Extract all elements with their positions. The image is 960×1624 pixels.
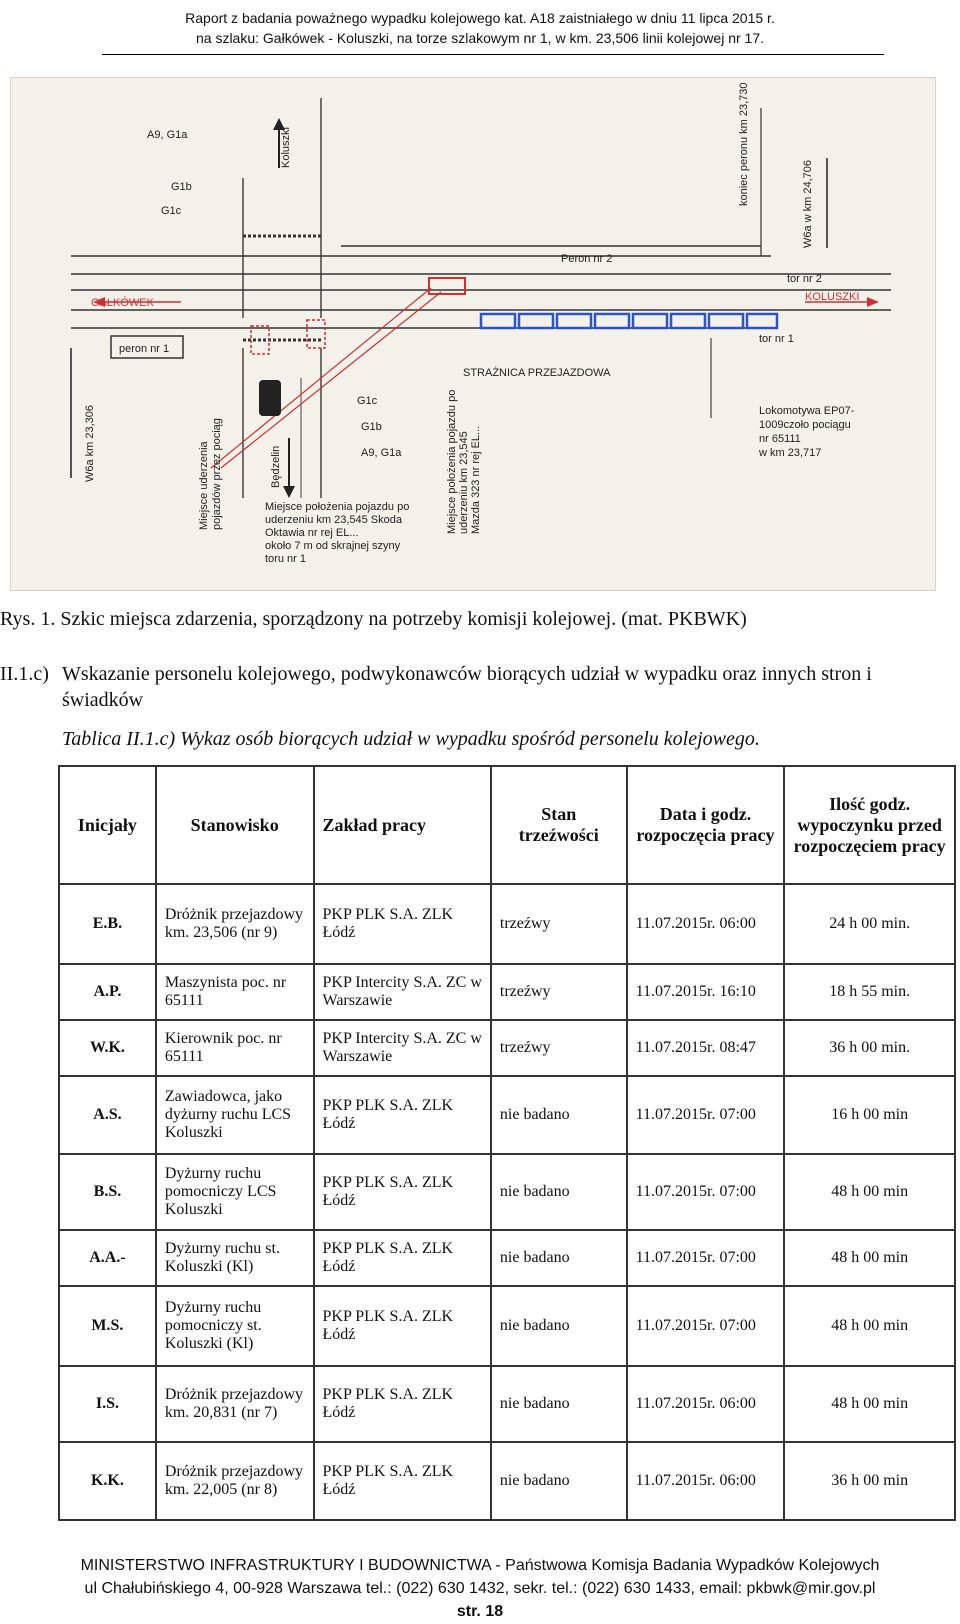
personnel-table — [58, 765, 956, 1521]
cell-employer: PKP Intercity S.A. ZC w Warszawie — [314, 1020, 491, 1076]
cell-start-datetime: 11.07.2015r. 06:00 — [627, 884, 785, 964]
label-impact-1: Miejsce uderzenia — [198, 441, 210, 530]
label-platform-2: Peron nr 2 — [561, 253, 613, 265]
label-g1b-bottom: G1b — [361, 421, 382, 433]
label-guardhouse: STRAŻNICA PRZEJAZDOWA — [463, 367, 611, 379]
cell-rest-hours: 48 h 00 min — [784, 1154, 955, 1230]
cell-sobriety: trzeźwy — [491, 1020, 627, 1076]
train-cars — [481, 314, 777, 328]
label-platform-1: peron nr 1 — [119, 343, 170, 355]
page-number: str. 18 — [456, 1603, 504, 1620]
cell-start-datetime: 11.07.2015r. 06:00 — [627, 1442, 785, 1520]
table-row — [59, 1076, 955, 1154]
bedzelin-arrow-head — [283, 486, 295, 498]
cell-rest-hours: 36 h 00 min. — [784, 1020, 955, 1076]
cell-start-datetime: 11.07.2015r. 07:00 — [627, 1286, 785, 1366]
label-w6a-right: W6a w km 24,706 — [802, 159, 814, 248]
label-a9g1a-bottom: A9, G1a — [361, 447, 402, 459]
label-loco-2: 1009czoło pociągu — [759, 419, 851, 431]
cell-rest-hours: 36 h 00 min — [784, 1442, 955, 1520]
cell-start-datetime: 11.07.2015r. 07:00 — [627, 1230, 785, 1286]
label-g1c-bottom: G1c — [357, 395, 378, 407]
table-row — [59, 1366, 955, 1442]
cell-position: Dróżnik przejazdowy km. 20,831 (nr 7) — [156, 1366, 314, 1442]
label-vehicle-4: około 7 m od skrajnej szyny — [265, 540, 401, 552]
figure-caption: Rys. 1. Szkic miejsca zdarzenia, sporządzony na potrzeby komisji kolejowej. (mat. PKBWK) — [0, 608, 747, 630]
cell-initials: M.S. — [59, 1286, 156, 1366]
label-mazda-2: uderzeniu km 23,545 — [458, 431, 470, 534]
cell-rest-hours: 24 h 00 min. — [784, 884, 955, 964]
cell-position: Maszynista poc. nr 65111 — [156, 964, 314, 1020]
header-sobriety: Stan trzeźwości — [491, 766, 627, 884]
label-end-platform: koniec peronu km 23,730 — [738, 82, 750, 206]
table-row — [59, 1154, 955, 1230]
table-row — [59, 1286, 955, 1366]
cell-initials: A.S. — [59, 1076, 156, 1154]
label-impact-2: pojazdów przez pociąg — [211, 418, 223, 530]
label-g1b-top: G1b — [171, 181, 192, 193]
cell-employer: PKP PLK S.A. ZLK Łódź — [314, 1286, 491, 1366]
label-loco-4: w km 23,717 — [759, 447, 822, 459]
sketch-svg — [11, 78, 935, 590]
section-number: II.1.c) — [0, 663, 49, 685]
cell-initials: K.K. — [59, 1442, 156, 1520]
cell-position: Dyżurny ruchu pomocniczy st. Koluszki (Kl) — [156, 1286, 314, 1366]
cell-initials: B.S. — [59, 1154, 156, 1230]
label-loco-1: Lokomotywa EP07- — [759, 405, 855, 417]
cell-position: Dróżnik przejazdowy km. 23,506 (nr 9) — [156, 884, 314, 964]
header-rest-hours: Ilość godz. wypoczynku przed rozpoczęciem pracy — [784, 766, 955, 884]
cell-sobriety: nie badano — [491, 1154, 627, 1230]
cell-sobriety: nie badano — [491, 1076, 627, 1154]
accident-sketch — [10, 77, 936, 591]
label-track-2: tor nr 2 — [787, 273, 822, 285]
cell-initials: W.K. — [59, 1020, 156, 1076]
cell-rest-hours: 18 h 55 min. — [784, 964, 955, 1020]
cell-position: Dyżurny ruchu st. Koluszki (Kl) — [156, 1230, 314, 1286]
cell-position: Dróżnik przejazdowy km. 22,005 (nr 8) — [156, 1442, 314, 1520]
footer-line-2: ul Chałubińskiego 4, 00-928 Warszawa tel.: (022) 630 1432, sekr. tel.: (022) 630 1433, email: pkbwk@mir.gov.pl — [84, 1580, 876, 1597]
koluszki-direction-arrow-head — [867, 297, 879, 307]
red-trajectory-2 — [221, 292, 441, 468]
cell-employer: PKP PLK S.A. ZLK Łódź — [314, 1366, 491, 1442]
cell-start-datetime: 11.07.2015r. 08:47 — [627, 1020, 785, 1076]
cell-start-datetime: 11.07.2015r. 16:10 — [627, 964, 785, 1020]
label-vehicle-3: Oktawia nr rej EL... — [265, 527, 359, 539]
table-row — [59, 1020, 955, 1076]
header-start-datetime: Data i godz. rozpoczęcia pracy — [627, 766, 785, 884]
cell-employer: PKP PLK S.A. ZLK Łódź — [314, 1154, 491, 1230]
header-line-1: Raport z badania poważnego wypadku kolejowego kat. A18 zaistniałego w dniu 11 lipca 2015 r. — [185, 10, 775, 26]
header-employer: Zakład pracy — [314, 766, 491, 884]
cell-sobriety: nie badano — [491, 1366, 627, 1442]
cell-position: Zawiadowca, jako dyżurny ruchu LCS Koluszki — [156, 1076, 314, 1154]
cell-employer: PKP PLK S.A. ZLK Łódź — [314, 1442, 491, 1520]
cell-start-datetime: 11.07.2015r. 06:00 — [627, 1366, 785, 1442]
header-position: Stanowisko — [156, 766, 314, 884]
black-car — [259, 380, 281, 416]
label-bedzelin: Będzelin — [270, 445, 282, 488]
cell-initials: I.S. — [59, 1366, 156, 1442]
table-row — [59, 1442, 955, 1520]
cell-rest-hours: 48 h 00 min — [784, 1286, 955, 1366]
label-loco-3: nr 65111 — [759, 433, 801, 445]
table-row — [59, 1230, 955, 1286]
label-vehicle-1: Miejsce położenia pojazdu po — [265, 501, 410, 513]
label-g1c-top: G1c — [161, 205, 182, 217]
label-vehicle-2: uderzeniu km 23,545 Skoda — [265, 514, 402, 526]
label-a9g1a-top: A9, G1a — [147, 129, 188, 141]
section-title: Wskazanie personelu kolejowego, podwykonawców biorących udział w wypadku oraz innych stron i świadków — [62, 663, 872, 711]
table-header-row — [59, 766, 955, 884]
cell-position: Kierownik poc. nr 65111 — [156, 1020, 314, 1076]
cell-sobriety: nie badano — [491, 1442, 627, 1520]
header-line-2: na szlaku: Gałkówek - Koluszki, na torze szlakowym nr 1, w km. 23,506 linii kolejowej nr 17. — [195, 30, 764, 46]
cell-initials: A.A.- — [59, 1230, 156, 1286]
header-divider — [102, 54, 884, 55]
cell-position: Dyżurny ruchu pomocniczy LCS Koluszki — [156, 1154, 314, 1230]
table-title: Tablica II.1.c) Wykaz osób biorących udział w wypadku spośród personelu kolejowego. — [62, 728, 760, 750]
label-galkowek: GAŁKÓWEK — [91, 297, 154, 309]
label-koluszki-road: Koluszki — [280, 127, 292, 168]
label-koluszki: KOLUSZKI — [805, 291, 860, 303]
cell-initials: E.B. — [59, 884, 156, 964]
vehicle-before-outline-2 — [307, 320, 325, 348]
page-footer — [0, 1554, 960, 1623]
table-row — [59, 884, 955, 964]
page-header — [0, 8, 960, 48]
header-initials: Inicjały — [59, 766, 156, 884]
cell-rest-hours: 16 h 00 min — [784, 1076, 955, 1154]
cell-sobriety: nie badano — [491, 1230, 627, 1286]
label-w6a-left: W6a km 23,306 — [84, 404, 96, 482]
table-row — [59, 964, 955, 1020]
cell-employer: PKP PLK S.A. ZLK Łódź — [314, 884, 491, 964]
cell-sobriety: trzeźwy — [491, 884, 627, 964]
cell-start-datetime: 11.07.2015r. 07:00 — [627, 1076, 785, 1154]
cell-rest-hours: 48 h 00 min — [784, 1366, 955, 1442]
cell-initials: A.P. — [59, 964, 156, 1020]
label-mazda-3: Mazda 323 nr rej EL... — [470, 425, 482, 534]
label-vehicle-5: toru nr 1 — [265, 553, 306, 565]
label-mazda-1: Miejsce położenia pojazdu po — [446, 389, 458, 534]
footer-line-1: MINISTERSTWO INFRASTRUKTURY I BUDOWNICTWA - Państwowa Komisja Badania Wypadków Kolejowych — [80, 1557, 880, 1574]
cell-employer: PKP PLK S.A. ZLK Łódź — [314, 1076, 491, 1154]
label-track-1: tor nr 1 — [759, 333, 794, 345]
impact-vehicle-outline — [429, 278, 465, 294]
cell-sobriety: nie badano — [491, 1286, 627, 1366]
cell-sobriety: trzeźwy — [491, 964, 627, 1020]
cell-employer: PKP PLK S.A. ZLK Łódź — [314, 1230, 491, 1286]
cell-employer: PKP Intercity S.A. ZC w Warszawie — [314, 964, 491, 1020]
cell-start-datetime: 11.07.2015r. 07:00 — [627, 1154, 785, 1230]
cell-rest-hours: 48 h 00 min — [784, 1230, 955, 1286]
